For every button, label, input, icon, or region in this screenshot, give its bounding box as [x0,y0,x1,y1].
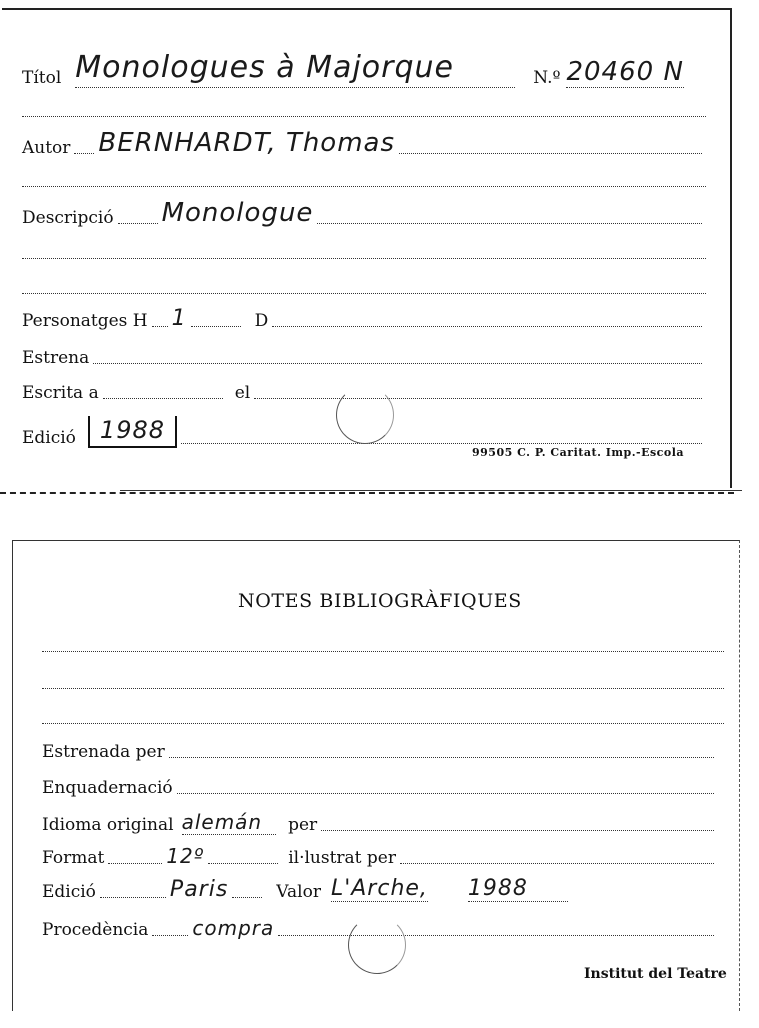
edicio-dots [181,443,702,444]
idioma-per-dots [321,830,714,831]
valor-label: Valor [276,882,321,902]
personatges-h-dots-a [152,326,168,327]
procedencia-label: Procedència [42,920,149,940]
personatges-label: Personatges H [22,311,148,331]
personatges-d-label: D [254,311,269,331]
illustrat-label: il·lustrat per [288,848,396,868]
illustrat-dots [400,863,714,864]
procedencia-value: compra [192,916,275,940]
estrenada-row [42,742,718,762]
numero-value: 20460 N [566,57,684,87]
autor-dots [399,153,702,154]
edicio-value: 1988 [99,416,165,444]
stamp-hole-front [336,386,394,444]
format-lead-dots [108,863,162,864]
edicio-back-value: Paris [169,877,229,902]
idioma-label: Idioma original [42,815,174,835]
el-label: el [234,383,251,403]
procedencia-dots [278,935,714,936]
autor-lead-dots [74,153,94,154]
notes-line-1 [42,651,724,652]
descripcio-label: Descripció [22,208,114,228]
autor-value: BERNHARDT, Thomas [98,128,396,158]
institut-label: Institut del Teatre [584,966,727,982]
autor-label: Autor [22,138,71,158]
imprint-text: 99505 C. P. Caritat. Imp.-Escola [472,446,685,459]
estrena-dots [93,363,702,364]
edicio-back-lead-dots [100,897,166,898]
enquadernacio-dots [177,793,714,794]
format-row [42,844,718,868]
card-separator [120,490,742,491]
el-dots [254,398,702,399]
titol-label: Títol [22,68,62,88]
valor-year: 1988 [468,876,568,902]
personatges-h-value: 1 [171,306,187,331]
idioma-value: alemán [182,810,277,835]
descripcio-line-2 [22,258,706,259]
personatges-h-dots-b [191,326,241,327]
edicio-label: Edició [22,428,76,448]
edicio-bracket [88,416,177,448]
estrena-row [22,348,706,368]
valor-value: L'Arche, [330,876,428,901]
notes-line-2 [42,688,724,689]
procedencia-lead-dots [152,935,188,936]
format-tail-dots [208,863,278,864]
escrita-label: Escrita a [22,383,99,403]
estrenada-label: Estrenada per [42,742,165,762]
notes-title: NOTES BIBLIOGRÀFIQUES [238,590,522,612]
descripcio-lead-dots [118,223,158,224]
autor-row [22,128,706,158]
titol-extra-line [22,116,706,117]
titol-row [22,50,722,88]
titol-value: Monologues à Majorque [75,50,515,88]
descripcio-dots [317,223,702,224]
estrenada-dots [169,757,714,758]
edicio-back-row [42,876,718,902]
enquadernacio-label: Enquadernació [42,778,173,798]
idioma-row [42,810,718,835]
notes-line-3 [42,723,724,724]
autor-extra-line [22,186,706,187]
personatges-d-dots [272,326,702,327]
escrita-dots [103,398,223,399]
idioma-per-label: per [288,815,318,835]
personatges-row [22,306,706,331]
numero-label: N.º [533,68,561,88]
enquadernacio-row [42,778,718,798]
stamp-hole-back [348,916,406,974]
descripcio-row [22,198,706,228]
edicio-back-tail-dots [232,897,262,898]
format-value: 12º [166,844,205,868]
estrena-label: Estrena [22,348,90,368]
format-label: Format [42,848,105,868]
descripcio-value: Monologue [161,198,314,228]
descripcio-line-3 [22,293,706,294]
edicio-back-label: Edició [42,882,96,902]
